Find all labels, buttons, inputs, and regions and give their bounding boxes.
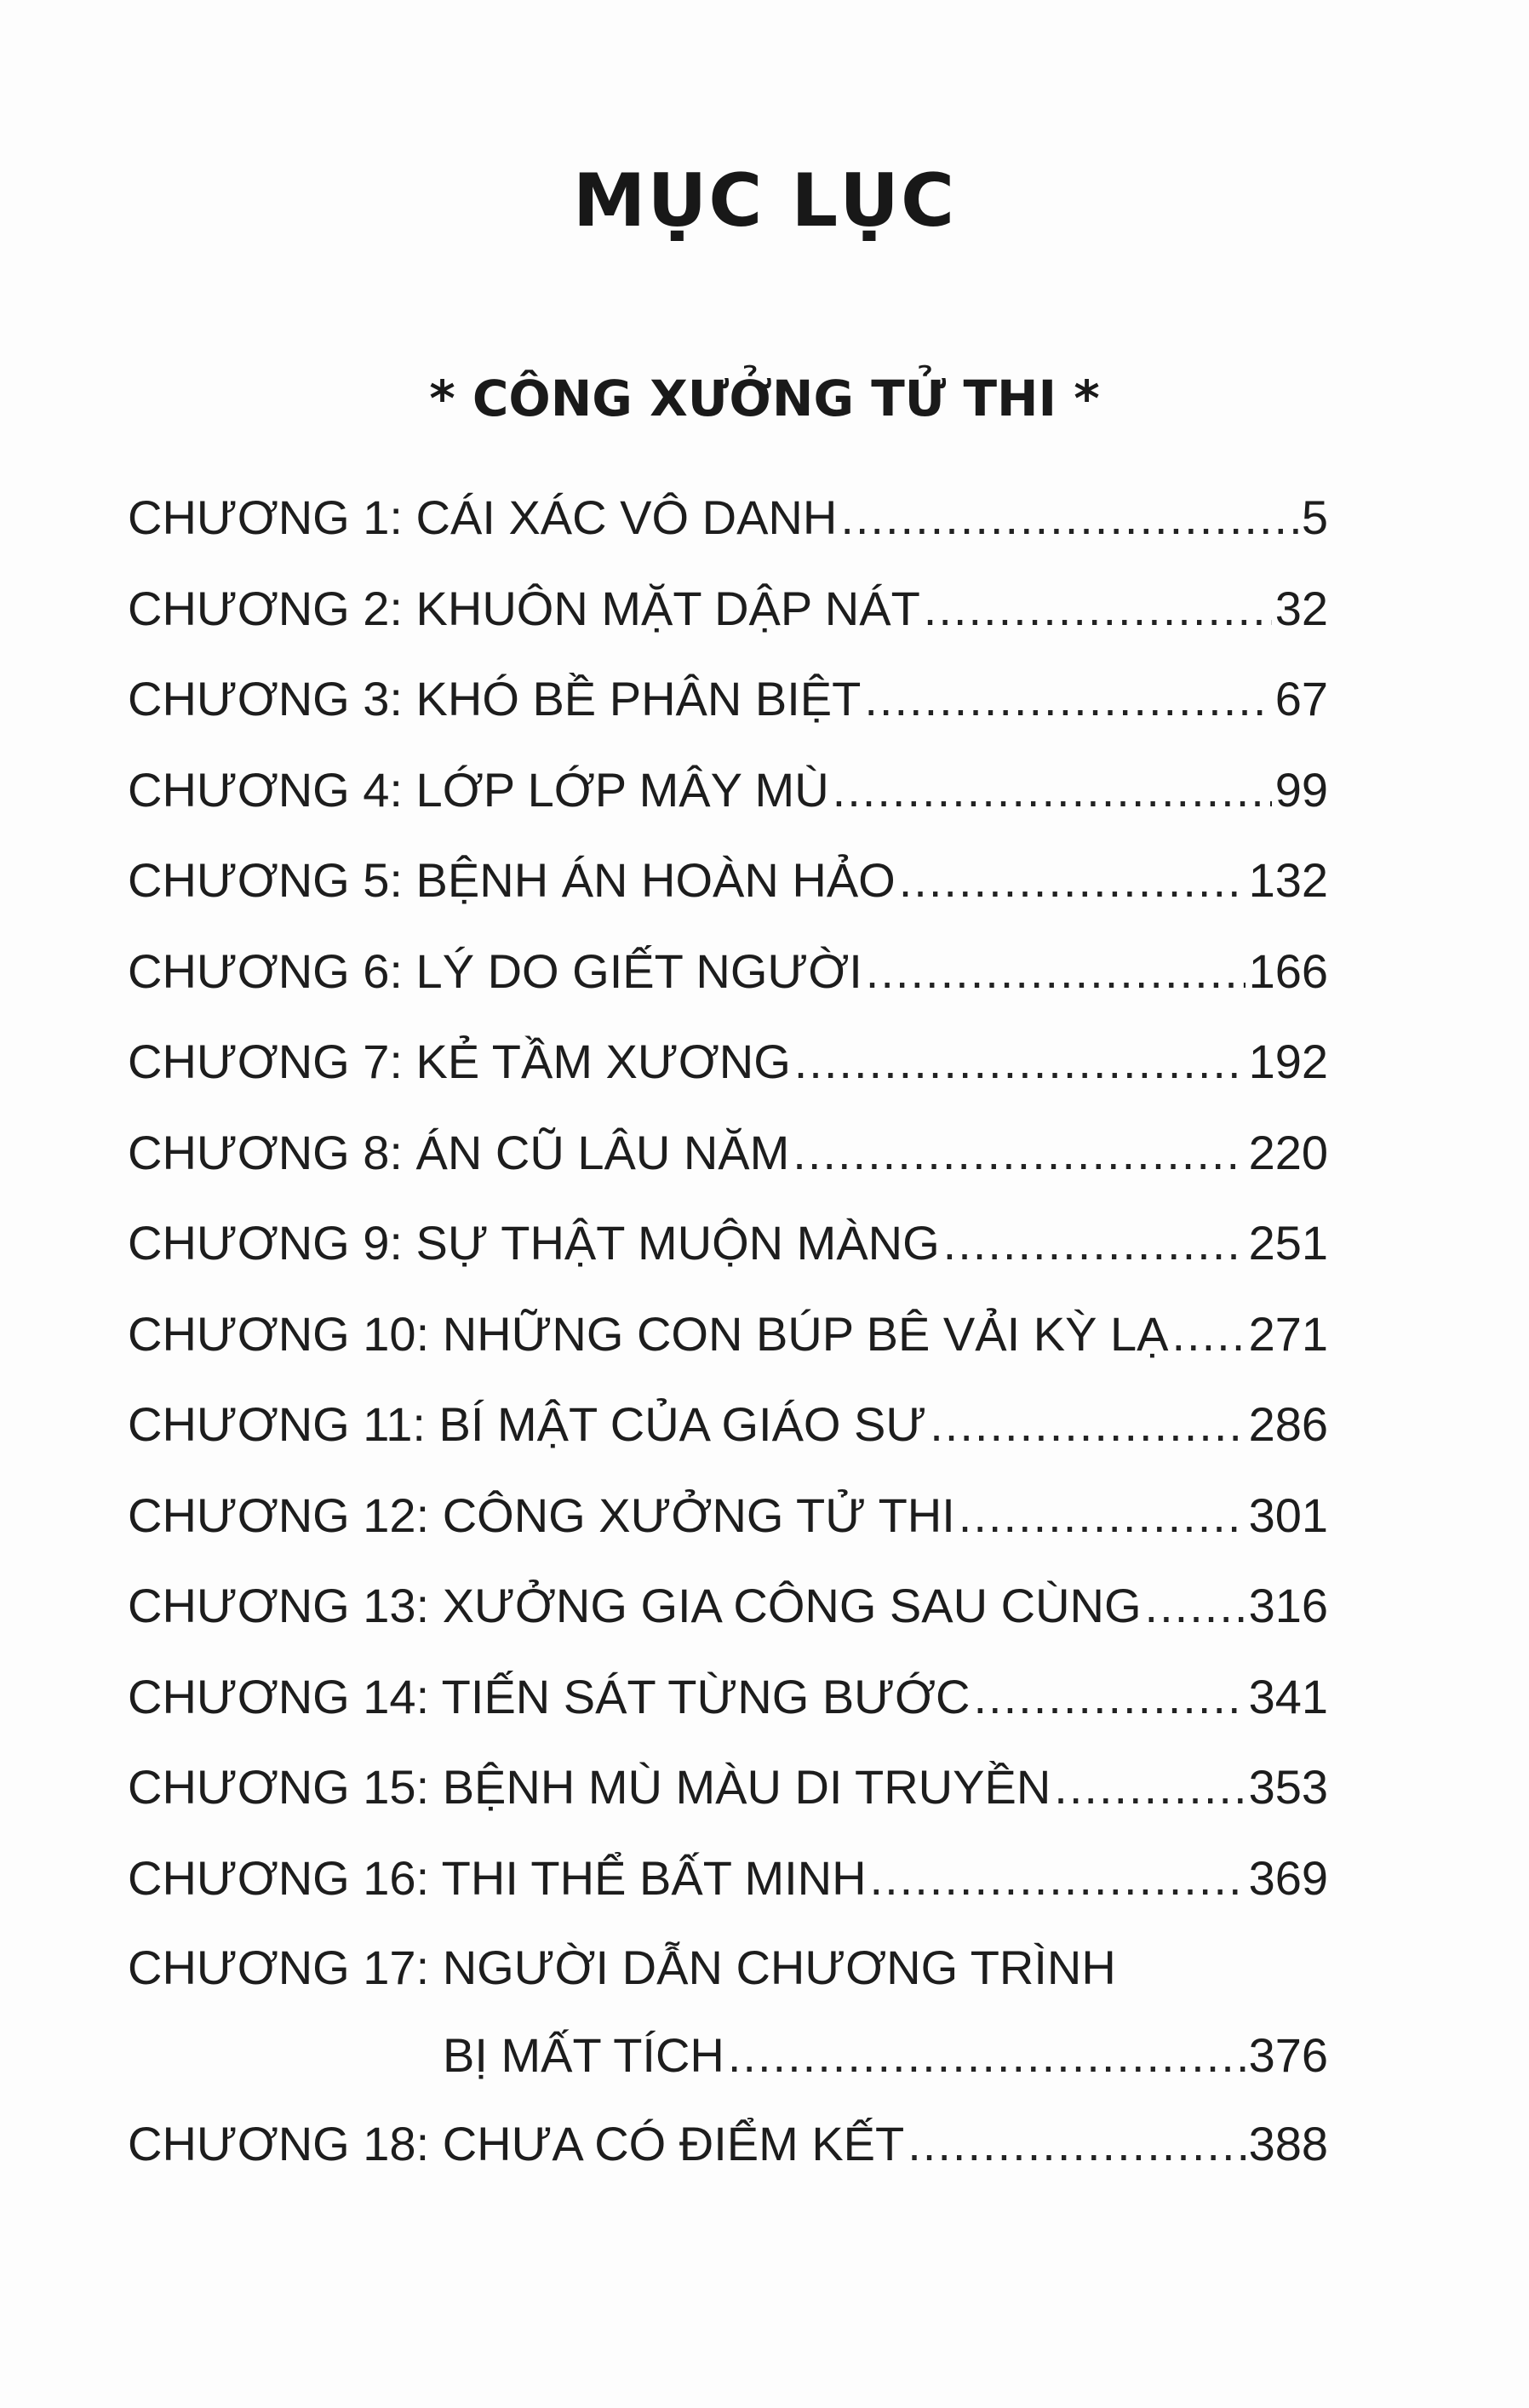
chapter-title: CHƯƠNG 13: XƯỞNG GIA CÔNG SAU CÙNG [128,1579,1142,1632]
dot-leader [864,654,1271,745]
page-number: 316 [1248,1579,1328,1632]
toc-entry [128,2099,1328,2190]
page-number: 376 [1248,2028,1328,2082]
chapter-title: CHƯƠNG 14: TIẾN SÁT TỪNG BƯỚC [128,1669,971,1723]
chapter-title: CHƯƠNG 11: BÍ MẬT CỦA GIÁO SƯ [128,1397,927,1451]
chapter-title: CHƯƠNG 17: NGƯỜI DẪN CHƯƠNG TRÌNH [128,1941,1116,1994]
chapter-title-continued: BỊ MẤT TÍCH [443,2028,724,2082]
chapter-title: CHƯƠNG 18: CHƯA CÓ ĐIỂM KẾT [128,2117,905,2170]
page-number: 388 [1248,2117,1328,2170]
chapter-title: CHƯƠNG 8: ÁN CŨ LÂU NĂM [128,1125,790,1179]
page-number: 271 [1248,1306,1328,1361]
dot-leader [959,1471,1246,1562]
dot-leader [866,926,1246,1018]
dot-leader [833,745,1272,836]
chapter-title: CHƯƠNG 12: CÔNG XƯỞNG TỬ THI [128,1488,955,1542]
toc-entry [128,1471,1328,1562]
toc-entry [128,473,1328,564]
page-number: 251 [1248,1216,1328,1270]
dot-leader [930,1379,1245,1471]
chapter-title: CHƯƠNG 7: KẺ TẦM XƯƠNG [128,1035,791,1088]
dot-leader [793,1108,1245,1199]
page-number: 67 [1274,672,1328,725]
chapter-title: CHƯƠNG 9: SỰ THẬT MUỘN MÀNG [128,1216,940,1270]
toc-entry [128,1017,1328,1108]
page-number: 192 [1248,1035,1328,1088]
page-number: 341 [1248,1669,1328,1723]
dot-leader [908,2099,1245,2190]
chapter-title: CHƯƠNG 4: LỚP LỚP MÂY MÙ [128,762,829,817]
dot-leader [794,1017,1246,1108]
page-number: 220 [1248,1125,1328,1179]
table-of-contents [128,473,1328,2190]
toc-entry-line [128,1924,1328,2011]
dot-leader [870,1833,1246,1924]
dot-leader [840,473,1298,564]
page-number: 301 [1248,1488,1328,1542]
toc-entry [128,1198,1328,1289]
dot-leader [943,1198,1246,1289]
page-number: 369 [1248,1850,1328,1905]
toc-entry [128,1108,1328,1199]
page-number: 32 [1274,581,1328,635]
toc-entry [128,1833,1328,1924]
toc-entry [128,1924,1328,2099]
toc-heading: MỤC LỤC [572,158,957,244]
page-number: 286 [1248,1397,1328,1451]
toc-entry [128,745,1328,836]
dot-leader [1171,1289,1245,1380]
chapter-title: CHƯƠNG 10: NHỮNG CON BÚP BÊ VẢI KỲ LẠ [128,1306,1169,1361]
chapter-title: CHƯƠNG 5: BỆNH ÁN HOÀN HẢO [128,853,896,907]
chapter-title: CHƯƠNG 15: BỆNH MÙ MÀU DI TRUYỀN [128,1760,1051,1814]
page-number: 99 [1274,762,1328,817]
dot-leader [899,835,1246,926]
chapter-title: CHƯƠNG 16: THI THỂ BẤT MINH [128,1850,867,1905]
toc-entry [128,1561,1328,1652]
chapter-title: CHƯƠNG 3: KHÓ BỀ PHÂN BIỆT [128,672,862,725]
chapter-title: CHƯƠNG 6: LÝ DO GIẾT NGƯỜI [128,943,862,998]
toc-entry [128,1742,1328,1833]
page-number: 353 [1248,1760,1328,1814]
toc-entry-line [128,2011,1328,2099]
toc-entry [128,1379,1328,1471]
dot-leader [973,1652,1245,1743]
chapter-title: CHƯƠNG 1: CÁI XÁC VÔ DANH [128,490,838,544]
toc-entry [128,1652,1328,1743]
toc-entry [128,926,1328,1018]
toc-entry [128,1289,1328,1380]
toc-entry [128,835,1328,926]
toc-subheading: * CÔNG XƯỞNG TỬ THI * [429,370,1100,427]
dot-leader [1145,1561,1246,1652]
page-number: 166 [1248,943,1328,998]
toc-entry [128,654,1328,745]
dot-leader [924,564,1272,655]
dot-leader [728,2011,1246,2099]
page-number: 5 [1301,490,1328,544]
dot-leader [1054,1742,1245,1833]
chapter-title: CHƯƠNG 2: KHUÔN MẶT DẬP NÁT [128,581,920,635]
page-number: 132 [1248,853,1328,907]
toc-entry [128,564,1328,655]
